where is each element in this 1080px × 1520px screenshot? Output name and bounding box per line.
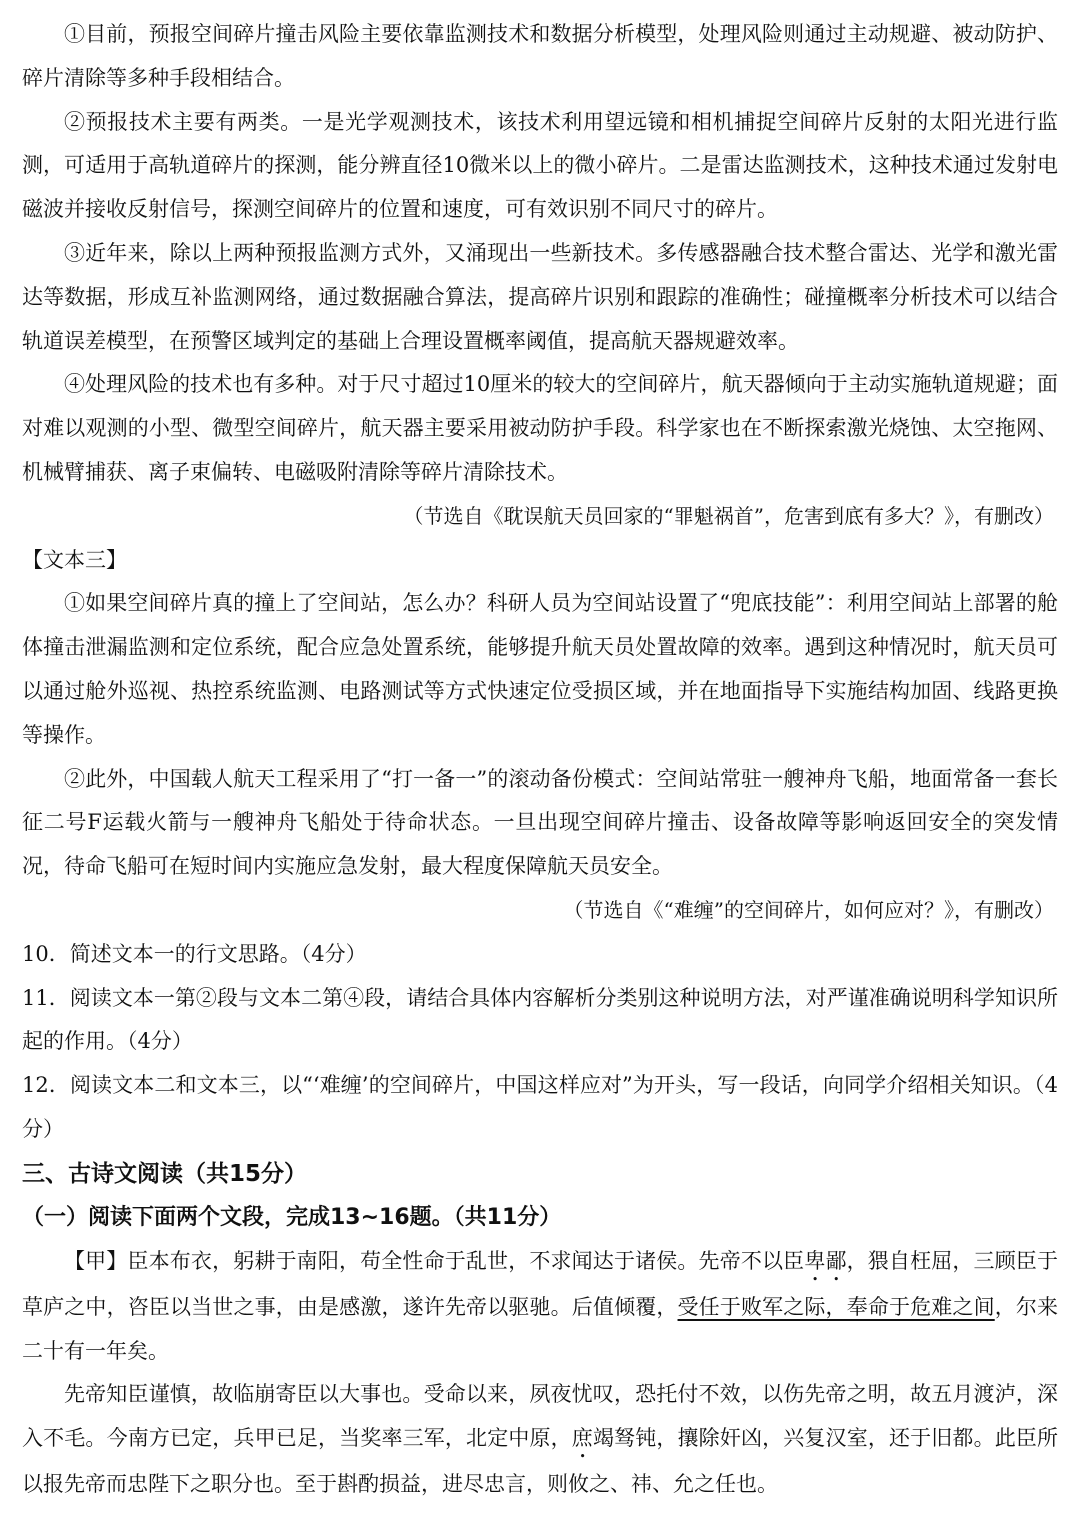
- question-12: 12．阅读文本二和文本三，以“‘难缠’的空间碎片，中国这样应对”为开头，写一段话，向同学介绍相关知识。（4分）: [22, 1073, 1058, 1141]
- jia-paragraph-2: [22, 1373, 1058, 1507]
- jia-p1-underlined-sentence: 受任于败军之际，奉命于危难之间: [677, 1294, 995, 1319]
- jia-p1-dotted-word: 卑鄙: [804, 1248, 847, 1273]
- question-10: 10．简述文本一的行文思路。（4分）: [22, 941, 367, 966]
- section-3-title: 三、古诗文阅读（共15分）: [22, 1160, 308, 1187]
- jia-p2-part-b: 竭驽钝，攘除奸凶，兴复汉室，还于旧都。此臣所以报先帝而忠陛下之职分也。至于斟酌损益，进尽忠言，则攸之、祎、允之任也。: [22, 1426, 1059, 1497]
- text2-source: （节选自《耽误航天员回家的“罪魁祸首”，危害到底有多大？》，有删改）: [403, 503, 1054, 528]
- text3-paragraph-2: ②此外，中国载人航天工程采用了“打一备一”的滚动备份模式：空间站常驻一艘神舟飞船，地面常备一套长征二号F运载火箭与一艘神舟飞船处于待命状态。一旦出现空间碎片撞击、设备故障等影响返回安全的突发情况，待命飞船可在短时间内实施应急发射，最大程度保障航天员安全。: [22, 766, 1058, 879]
- jia-p2-dotted-word: 庶: [571, 1426, 593, 1451]
- jia-paragraph-1: [22, 1240, 1058, 1374]
- text2-paragraph-4: ④处理风险的技术也有多种。对于尺寸超过10厘米的较大的空间碎片，航天器倾向于主动实施轨道规避；面对难以观测的小型、微型空间碎片，航天器主要采用被动防护手段。科学家也在不断探索激光烧蚀、太空拖网、机械臂捕获、离子束偏转、电磁吸附清除等碎片清除技术。: [22, 372, 1058, 484]
- jia-p1-part-b: ，猥自枉屈，三顾臣于草庐之中，咨臣以当世之事，由是感激，遂许先帝以驱驰。后值倾覆，: [22, 1248, 1059, 1319]
- text3-label: 【文本三】: [22, 547, 127, 572]
- jia-p1-part-a: 【甲】臣本布衣，躬耕于南阳，苟全性命于乱世，不求闻达于诸侯。先帝不以臣: [64, 1248, 805, 1273]
- question-11: 11．阅读文本一第②段与文本二第④段，请结合具体内容解析分类别这种说明方法，对严谨准确说明科学知识所起的作用。（4分）: [22, 985, 1058, 1054]
- text2-paragraph-3: ③近年来，除以上两种预报监测方式外，又涌现出一些新技术。多传感器融合技术整合雷达、光学和激光雷达等数据，形成互补监测网络，通过数据融合算法，提高碎片识别和跟踪的准确性；碰撞概率分析技术可以结合轨道误差模型，在预警区域判定的基础上合理设置概率阈值，提高航天器规避效率。: [22, 240, 1058, 353]
- section-3-subtitle: （一）阅读下面两个文段，完成13~16题。（共11分）: [22, 1204, 562, 1230]
- jia-p2-part-a: 先帝知臣谨慎，故临崩寄臣以大事也。受命以来，夙夜忧叹，恐托付不效，以伤先帝之明，故五月渡泸，深入不毛。今南方已定，兵甲已足，当奖率三军，北定中原，: [22, 1382, 1058, 1451]
- jia-p1-part-c: ，尔来二十有一年矣。: [22, 1294, 1059, 1363]
- text2-paragraph-2: ②预报技术主要有两类。一是光学观测技术，该技术利用望远镜和相机捕捉空间碎片反射的太阳光进行监测，可适用于高轨道碎片的探测，能分辨直径10微米以上的微小碎片。二是雷达监测技术，这种技术通过发射电磁波并接收反射信号，探测空间碎片的位置和速度，可有效识别不同尺寸的碎片。: [22, 109, 1058, 222]
- text3-paragraph-1: ①如果空间碎片真的撞上了空间站，怎么办？科研人员为空间站设置了“兜底技能”：利用空间站上部署的舱体撞击泄漏监测和定位系统，配合应急处置系统，能够提升航天员处置故障的效率。遇到这种情况时，航天员可以通过舱外巡视、热控系统监测、电路测试等方式快速定位受损区域，并在地面指导下实施结构加固、线路更换等操作。: [22, 591, 1058, 747]
- text2-paragraph-1: ①目前，预报空间碎片撞击风险主要依靠监测技术和数据分析模型，处理风险则通过主动规避、被动防护、碎片清除等多种手段相结合。: [22, 22, 1058, 90]
- text3-source: （节选自《“难缠”的空间碎片，如何应对？》，有删改）: [563, 897, 1054, 922]
